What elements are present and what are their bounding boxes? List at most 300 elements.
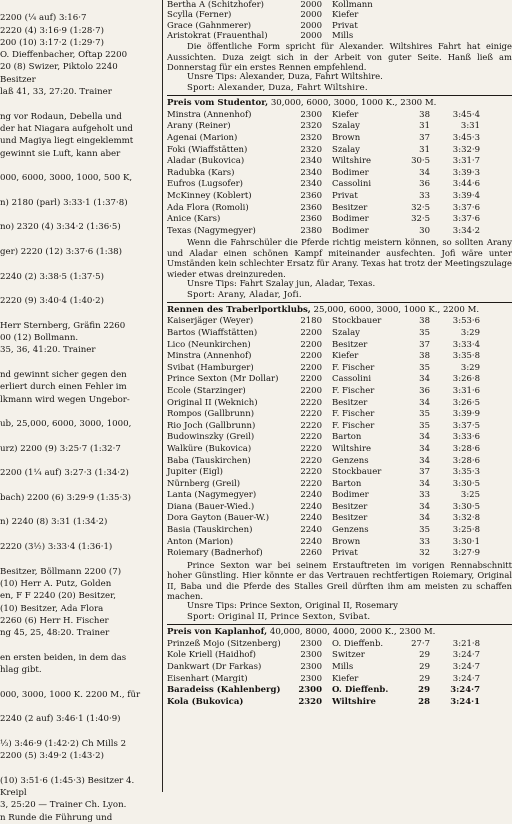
horse-name: Budowinszky (Greil) xyxy=(167,432,255,443)
text-line: ger) 2220 (12) 3:37·6 (1:38) xyxy=(0,246,122,257)
race1-tips-label: Unsre Tips: xyxy=(187,72,237,83)
time: 3:37·6 xyxy=(452,214,480,225)
entry-row xyxy=(167,203,512,215)
odds: 34 xyxy=(419,432,430,443)
text-line xyxy=(0,762,161,774)
text-line: 3, 25:20 — Trainer Ch. Lyon. xyxy=(0,800,127,811)
odds: 29 xyxy=(418,685,430,696)
driver: Besitzer xyxy=(332,202,368,213)
driver: Kollmann xyxy=(332,0,373,10)
driver: Szalay xyxy=(332,144,360,155)
text-line: 2260 (6) Herr H. Fischer xyxy=(0,615,109,626)
entry-row xyxy=(167,432,512,444)
entry-row xyxy=(167,409,512,421)
race3-sport-text: Original II, Prince Sexton, Svibat. xyxy=(217,612,371,623)
entry-row xyxy=(167,145,512,157)
time: 3:27·9 xyxy=(452,548,480,559)
entry-row xyxy=(167,502,512,514)
driver: F. Fischer xyxy=(332,385,375,396)
text-line xyxy=(0,258,161,270)
race3-title: Rennen des Traberlportklubs, xyxy=(167,304,311,315)
odds: 34 xyxy=(419,478,430,489)
entry-row xyxy=(167,0,512,10)
time: 3:35·8 xyxy=(452,351,480,362)
entry-row xyxy=(167,328,512,340)
text-line xyxy=(0,160,161,172)
time: 3:37·5 xyxy=(452,420,480,431)
text-line xyxy=(0,209,161,221)
race1-tips-text: Alexander, Duza, Fahrt Wiltshire. xyxy=(239,72,383,83)
horse-name: Anice (Kars) xyxy=(167,214,221,225)
text-line: 2220 (9) 3:40·4 (1:40·2) xyxy=(0,296,104,307)
odds: 34 xyxy=(419,455,430,466)
horse-name: Svibat (Hamburger) xyxy=(167,362,254,373)
text-line: 2200 (¼ auf) 3:16·7 xyxy=(0,13,87,24)
horse-name: Basia (Tauskirchen) xyxy=(167,525,253,536)
horse-name: McKinney (Koblert) xyxy=(167,190,252,201)
horse-name: Anton (Marion) xyxy=(167,536,234,547)
driver: Mills xyxy=(332,662,354,673)
odds: 34 xyxy=(419,397,430,408)
distance: 2200 xyxy=(300,351,322,362)
entry-row xyxy=(167,110,512,122)
entry-row xyxy=(167,398,512,410)
entry-row xyxy=(167,121,512,133)
time: 3:45·4 xyxy=(452,109,480,120)
entry-row xyxy=(167,685,512,697)
driver: Kiefer xyxy=(332,10,359,21)
separator-rule xyxy=(167,302,512,303)
horse-name: Rio Joch (Gallbrunn) xyxy=(167,420,256,431)
text-line: 2200 (1¼ auf) 3:27·3 (1:34·2) xyxy=(0,468,129,479)
text-line: urz) 2200 (9) 3:25·7 (1:32·7 xyxy=(0,443,121,454)
horse-name: Minstra (Annenhof) xyxy=(167,351,252,362)
text-line: 2240 (2 auf) 3:46·1 (1:40·9) xyxy=(0,714,121,725)
text-line: ng 45, 25, 48:20. Trainer xyxy=(0,628,110,639)
horse-name: Aladar (Bukovica) xyxy=(167,156,245,167)
distance: 2200 xyxy=(300,385,322,396)
time: 3:39·3 xyxy=(452,167,480,178)
driver: Mills xyxy=(332,30,354,41)
time: 3:39·4 xyxy=(452,190,480,201)
distance: 2240 xyxy=(300,501,322,512)
time: 3:31·7 xyxy=(452,156,480,167)
odds: 36 xyxy=(419,385,430,396)
entry-row xyxy=(167,31,512,41)
distance: 2360 xyxy=(300,202,322,213)
text-line xyxy=(0,701,161,713)
race2-header xyxy=(167,98,512,109)
driver: O. Dieffenb. xyxy=(332,638,384,649)
driver: Genzens xyxy=(332,525,369,536)
time: 3:44·6 xyxy=(452,179,480,190)
text-line xyxy=(0,639,161,651)
time: 3:24·1 xyxy=(450,696,480,707)
entry-row xyxy=(167,363,512,375)
driver: F. Fischer xyxy=(332,409,375,420)
odds: 34 xyxy=(419,501,430,512)
horse-name: Kaiserjäger (Weyer) xyxy=(167,316,254,327)
distance: 2220 xyxy=(300,409,322,420)
race3-sport xyxy=(167,612,512,623)
race2-tips-text: Fahrt Szalay jun, Aladar, Texas. xyxy=(239,278,376,289)
text-line xyxy=(0,357,161,369)
entry-row xyxy=(167,490,512,502)
distance: 2320 xyxy=(300,144,322,155)
text-line: Besitzer, Böllmann 2200 (7) xyxy=(0,566,122,577)
distance: 2200 xyxy=(300,374,322,385)
distance: 2380 xyxy=(300,225,322,236)
time: 3:32·8 xyxy=(452,513,480,524)
entry-row xyxy=(167,456,512,468)
odds: 37 xyxy=(419,339,430,350)
race3-purse: 25,000, 6000, 3000, 1000 K., 2200 M. xyxy=(313,304,480,315)
time: 3:24·7 xyxy=(450,685,480,696)
distance: 2240 xyxy=(300,536,322,547)
time: 3:37·6 xyxy=(452,202,480,213)
time: 3:26·5 xyxy=(452,397,480,408)
odds: 32·5 xyxy=(411,202,430,213)
time: 3:24·7 xyxy=(452,662,480,673)
horse-name: Baba (Tauskirchen) xyxy=(167,455,251,466)
time: 3:31·6 xyxy=(452,385,480,396)
distance: 2240 xyxy=(300,513,322,524)
driver: Szalay xyxy=(332,121,360,132)
time: 3:32·9 xyxy=(452,144,480,155)
time: 3:45·3 xyxy=(452,133,480,143)
driver: Stockbauer xyxy=(332,316,382,327)
distance: 2320 xyxy=(300,121,322,132)
horse-name: Ecole (Starzinger) xyxy=(167,385,246,396)
text-line xyxy=(0,504,161,516)
entry-row xyxy=(167,168,512,180)
race2-commentary: Wenn die Fahrschüler die Pferde richtig meistern können, so sollten Arany und Aladar einen schönen Kampf miteinander ausfechten. Jofi wäre unter Umständen kein schlechter Ersatz für Arany. Texas hat trotz der Meetingszulage wieder etwas dreinzureden. xyxy=(167,237,512,279)
left-column-clipped xyxy=(0,0,161,823)
entry-row xyxy=(167,467,512,479)
odds: 31 xyxy=(419,121,430,132)
horse-name: Agenai (Marion) xyxy=(167,133,238,143)
entry-row xyxy=(167,674,512,686)
race1-sport-text: Alexander, Duza, Fahrt Wiltshire. xyxy=(217,83,368,94)
text-line xyxy=(0,553,161,565)
entry-row xyxy=(167,662,512,674)
odds: 28 xyxy=(418,696,430,707)
distance: 2240 xyxy=(300,525,322,536)
driver: Kiefer xyxy=(332,351,359,362)
time: 3:34·2 xyxy=(452,225,480,236)
odds: 30·5 xyxy=(411,156,430,167)
text-line xyxy=(0,676,161,688)
time: 3:33·6 xyxy=(452,432,480,443)
race2-sport-label: Sport: xyxy=(187,289,215,300)
text-line xyxy=(0,307,161,319)
entry-row xyxy=(167,10,512,20)
text-line: 2220 (4) 3:16·9 (1:28·7) xyxy=(0,25,104,36)
odds: 33 xyxy=(419,190,430,201)
text-line xyxy=(0,234,161,246)
horse-name: Eisenhart (Margit) xyxy=(167,673,248,684)
odds: 29 xyxy=(419,662,430,673)
distance: 2220 xyxy=(300,478,322,489)
driver: Brown xyxy=(332,133,361,143)
odds: 35 xyxy=(419,327,430,338)
text-line xyxy=(0,726,161,738)
entry-row xyxy=(167,444,512,456)
text-line: 20 (8) Swizer, Piktolo 2240 xyxy=(0,62,118,73)
distance: 2300 xyxy=(300,662,322,673)
entry-row xyxy=(167,513,512,525)
race3-entries xyxy=(167,316,512,559)
driver: Szalay xyxy=(332,327,360,338)
horse-name: Grace (Gahnmerer) xyxy=(167,20,252,31)
time: 3:29 xyxy=(460,362,480,373)
driver: Cassolini xyxy=(332,179,372,190)
distance: 2240 xyxy=(300,490,322,501)
driver: Besitzer xyxy=(332,501,368,512)
text-line: und Magiya liegt eingeklemmt xyxy=(0,136,134,147)
driver: Privat xyxy=(332,20,358,31)
text-line xyxy=(0,480,161,492)
entry-row xyxy=(167,133,512,145)
odds: 29 xyxy=(419,673,430,684)
entry-row xyxy=(167,386,512,398)
horse-name: Eufros (Lugsofer) xyxy=(167,179,243,190)
race4-entries xyxy=(167,639,512,709)
text-line: 2240 (2) 3:38·5 (1:37·5) xyxy=(0,271,104,282)
odds: 34 xyxy=(419,443,430,454)
time: 3:35·3 xyxy=(452,467,480,478)
text-line xyxy=(0,430,161,442)
odds: 29 xyxy=(419,650,430,661)
horse-name: Bartos (Wiaffstätten) xyxy=(167,327,258,338)
horse-name: Diana (Bauer-Wied.) xyxy=(167,501,255,512)
race2-tips-label: Unsre Tips: xyxy=(187,278,237,289)
distance: 2360 xyxy=(300,214,322,225)
odds: 34 xyxy=(419,374,430,385)
driver: Barton xyxy=(332,478,362,489)
driver: O. Dieffenb. xyxy=(332,685,389,696)
time: 3:39·9 xyxy=(452,409,480,420)
distance: 2220 xyxy=(300,467,322,478)
text-line: nd gewinnt sicher gegen den xyxy=(0,369,127,380)
race3-tips xyxy=(167,601,512,612)
horse-name: Radubka (Kars) xyxy=(167,167,235,178)
odds: 38 xyxy=(419,109,430,120)
driver: Kiefer xyxy=(332,109,359,120)
horse-name: Texas (Nagymegyer) xyxy=(167,225,256,236)
driver: Wiltshire xyxy=(332,156,372,167)
distance: 2220 xyxy=(300,420,322,431)
horse-name: Dankwart (Dr Farkas) xyxy=(167,662,262,673)
horse-name: Walküre (Bukovica) xyxy=(167,443,252,454)
race3-commentary: Prince Sexton war bei seinem Erstauftreten im vorigen Rennabschnitt hoher Günstling. Hier könnte er das Vertrauen rechtfertigen Roiemary, Original II, Baba und die Pferde des Stalles Greil dürften ihm am meisten zu schaffen machen. xyxy=(167,559,512,602)
driver: Bodimer xyxy=(332,490,369,501)
driver: F. Fischer xyxy=(332,362,375,373)
driver: Besitzer xyxy=(332,513,368,524)
distance: 2200 xyxy=(300,339,322,350)
text-line: en, F F 2240 (20) Besitzer, xyxy=(0,591,116,602)
distance: 2000 xyxy=(300,0,322,10)
distance: 2260 xyxy=(300,548,322,559)
text-line: n) 2180 (parl) 3:33·1 (1:37·8) xyxy=(0,197,128,208)
text-line xyxy=(0,529,161,541)
text-line: Herr Sternberg, Gräfin 2260 xyxy=(0,320,126,331)
text-line: gewinnt sie Luft, kann aber xyxy=(0,148,121,159)
race4-title: Preis von Kaplanhof, xyxy=(167,627,268,638)
driver: Brown xyxy=(332,536,361,547)
distance: 2300 xyxy=(300,650,322,661)
driver: Genzens xyxy=(332,455,369,466)
time: 3:30·1 xyxy=(452,536,480,547)
horse-name: Jupiter (Eigl) xyxy=(167,467,223,478)
race1-sport-label: Sport: xyxy=(187,83,215,94)
time: 3:28·6 xyxy=(452,455,480,466)
race2-tips xyxy=(167,279,512,290)
entry-row xyxy=(167,214,512,226)
odds: 30 xyxy=(419,225,430,236)
text-line xyxy=(0,0,161,12)
driver: Wiltshire xyxy=(332,696,376,707)
entry-row xyxy=(167,697,512,709)
entry-row xyxy=(167,650,512,662)
odds: 37 xyxy=(419,133,430,143)
horse-name: Rompos (Gallbrunn) xyxy=(167,409,255,420)
text-line: Besitzer xyxy=(0,74,36,85)
distance: 2300 xyxy=(300,109,322,120)
entry-row xyxy=(167,374,512,386)
horse-name: Kola (Bukovica) xyxy=(167,696,244,707)
text-line: 2200 (5) 3:49·2 (1:43·2) xyxy=(0,751,104,762)
driver: Kiefer xyxy=(332,673,359,684)
race1-commentary: Die öffentliche Form spricht für Alexander. Wiltshires Fahrt hat einige Aussichten. Duza zeigt sich in der Arbeit von guter Seite. Hanß ließ am Donnerstag für ein erstes Rennen empfehlend. xyxy=(167,41,512,72)
text-line: lkmann wird wegen Ungebor- xyxy=(0,394,130,405)
text-line: ub, 25,000, 6000, 3000, 1000, xyxy=(0,419,132,430)
text-line: 000, 6000, 3000, 1000, 500 K, xyxy=(0,173,133,184)
odds: 34 xyxy=(419,167,430,178)
odds: 34 xyxy=(419,513,430,524)
odds: 36 xyxy=(419,179,430,190)
race4-purse: 40,000, 8000, 4000, 2000 K., 2300 M. xyxy=(269,627,436,638)
entry-row xyxy=(167,537,512,549)
horse-name: Roiemary (Badnerhof) xyxy=(167,548,263,559)
distance: 2340 xyxy=(300,156,322,167)
driver: Privat xyxy=(332,190,358,201)
race2-purse: 30,000, 6000, 3000, 1000 K., 2300 M. xyxy=(270,98,437,109)
distance: 2320 xyxy=(300,133,322,143)
race3-header xyxy=(167,305,512,316)
text-line: 2220 (3½) 3:33·4 (1:36·1) xyxy=(0,542,113,553)
distance: 2000 xyxy=(300,30,322,41)
separator-rule xyxy=(167,624,512,625)
time: 3:24·7 xyxy=(452,650,480,661)
time: 3:25 xyxy=(460,490,480,501)
horse-name: Ada Flora (Romoli) xyxy=(167,202,249,213)
race3-tips-text: Prince Sexton, Original II, Rosemary xyxy=(239,601,398,612)
race1-sport xyxy=(167,83,512,94)
horse-name: Aristokrat (Frauenthal) xyxy=(167,30,268,41)
text-line: en ersten beiden, in dem das xyxy=(0,652,127,663)
entry-row xyxy=(167,156,512,168)
driver: F. Fischer xyxy=(332,420,375,431)
driver: Bodimer xyxy=(332,225,369,236)
driver: Barton xyxy=(332,432,362,443)
driver: Privat xyxy=(332,548,358,559)
separator-rule xyxy=(167,95,512,96)
race4-header xyxy=(167,627,512,638)
odds: 38 xyxy=(419,316,430,327)
odds: 32 xyxy=(419,548,430,559)
horse-name: Nürnberg (Greil) xyxy=(167,478,241,489)
time: 3:25·8 xyxy=(452,525,480,536)
text-line: (10) 3:51·6 (1:45·3) Besitzer 4. xyxy=(0,775,135,786)
horse-name: Arany (Reiner) xyxy=(167,121,231,132)
race2-sport-text: Arany, Aladar, Jofi. xyxy=(217,289,302,300)
text-line: laß 41, 33, 27:20. Trainer xyxy=(0,87,112,98)
horse-name: Dora Gayton (Bauer-W.) xyxy=(167,513,270,524)
distance: 2220 xyxy=(300,443,322,454)
driver: Cassolini xyxy=(332,374,372,385)
text-line: 00 (12) Bollmann. xyxy=(0,333,79,344)
text-line: no) 2320 (4) 3:34·2 (1:36·5) xyxy=(0,222,121,233)
time: 3:30·5 xyxy=(452,501,480,512)
race2-sport xyxy=(167,290,512,301)
race2-entries xyxy=(167,110,512,238)
odds: 38 xyxy=(419,351,430,362)
entry-row xyxy=(167,340,512,352)
previous-race-entries xyxy=(167,0,512,41)
text-line: n Runde die Führung und xyxy=(0,812,113,823)
text-line xyxy=(0,184,161,196)
time: 3:26·8 xyxy=(452,374,480,385)
text-line: O. Dieffenbacher, Oftap 2200 xyxy=(0,50,128,61)
driver: Stockbauer xyxy=(332,467,382,478)
horse-name: Kole Kriell (Haidhof) xyxy=(167,650,257,661)
distance: 2300 xyxy=(298,685,322,696)
entry-row xyxy=(167,525,512,537)
distance: 2000 xyxy=(300,10,322,21)
text-line: ng vor Rodaun, Debella und xyxy=(0,111,122,122)
distance: 2300 xyxy=(300,638,322,649)
entry-row xyxy=(167,351,512,363)
text-line xyxy=(0,406,161,418)
odds: 33 xyxy=(419,536,430,547)
race2-title: Preis vom Studentor, xyxy=(167,98,269,109)
horse-name: Prince Sexton (Mr Dollar) xyxy=(167,374,279,385)
text-line: der hat Niagara aufgeholt und xyxy=(0,123,133,134)
horse-name: Original II (Weknich) xyxy=(167,397,258,408)
text-line: bach) 2200 (6) 3:29·9 (1:35·3) xyxy=(0,492,131,503)
driver: Switzer xyxy=(332,650,365,661)
entry-row xyxy=(167,479,512,491)
driver: Besitzer xyxy=(332,397,368,408)
time: 3:33·4 xyxy=(452,339,480,350)
text-line: Kreipl xyxy=(0,788,27,798)
entry-row xyxy=(167,639,512,651)
odds: 35 xyxy=(419,362,430,373)
race3-sport-label: Sport: xyxy=(187,612,215,623)
entry-row xyxy=(167,21,512,31)
text-line xyxy=(0,283,161,295)
text-line: ⅓) 3:46·9 (1:42·2) Ch Mills 2 xyxy=(0,738,127,749)
text-line: 000, 3000, 1000 K. 2200 M., für xyxy=(0,689,141,700)
distance: 2180 xyxy=(300,316,322,327)
right-column xyxy=(167,0,512,792)
text-line: 35, 36, 41:20. Trainer xyxy=(0,345,96,356)
odds: 31 xyxy=(419,144,430,155)
text-line: (10) Besitzer, Ada Flora xyxy=(0,603,104,614)
distance: 2220 xyxy=(300,397,322,408)
distance: 2200 xyxy=(300,362,322,373)
